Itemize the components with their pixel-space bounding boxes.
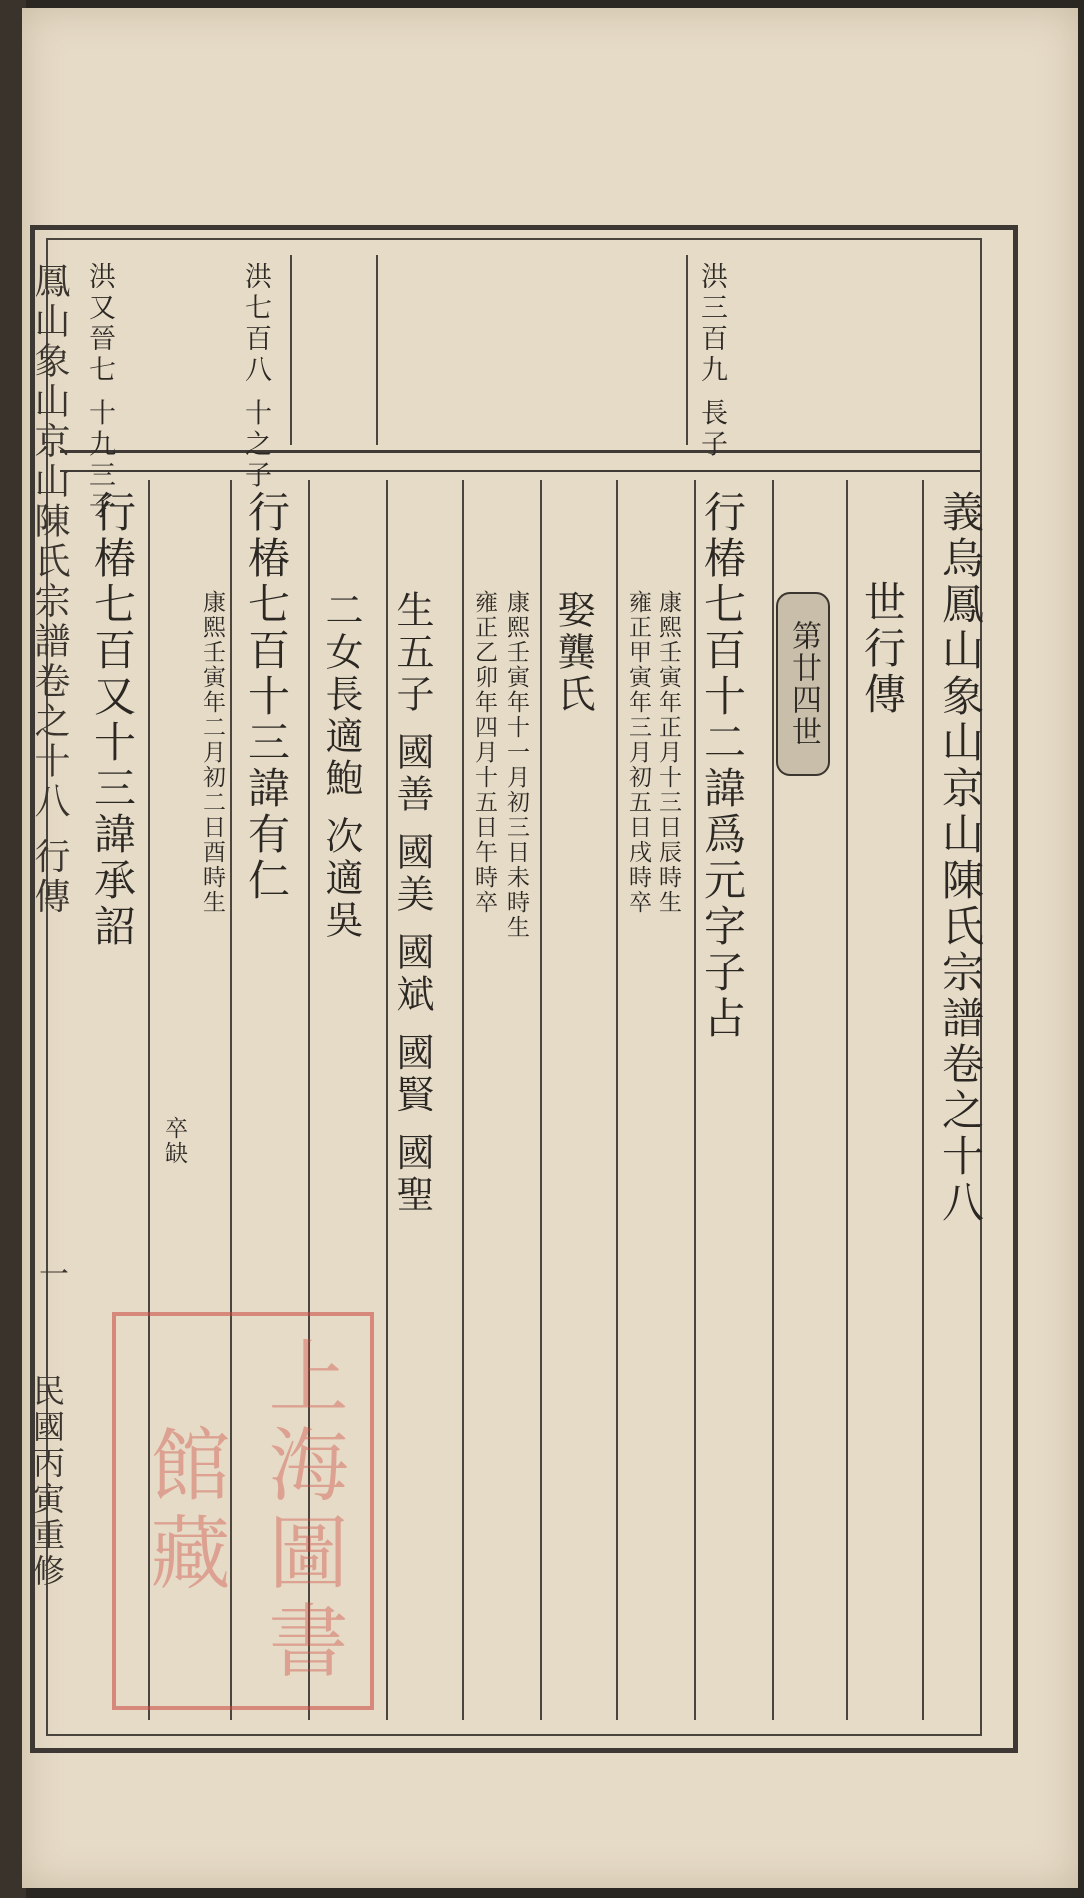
top-row-divider-2 bbox=[60, 470, 980, 472]
top-row-divider bbox=[60, 450, 980, 453]
top-entry-1: 洪三百九 長子 bbox=[696, 262, 727, 461]
top-row-column-line bbox=[290, 255, 292, 445]
spine-page-number: 一 bbox=[33, 1258, 68, 1292]
person-2-name: 行椿七百十三諱有仁 bbox=[242, 490, 291, 904]
column-line bbox=[846, 480, 848, 1720]
person-1-sons: 生五子 國善 國美 國斌 國賢 國聖 bbox=[390, 590, 434, 1217]
generation-badge: 第廿四世 bbox=[776, 592, 830, 776]
spine-footer: 民國丙寅重修 bbox=[28, 1374, 66, 1590]
person-1-name: 行椿七百十二諱爲元字子占 bbox=[698, 490, 747, 1042]
person-1-birth: 康熙壬寅年正月十三日辰時生 bbox=[655, 590, 681, 915]
column-line bbox=[462, 480, 464, 1720]
library-seal-text: 上海圖書館藏 bbox=[137, 1335, 348, 1687]
person-3-name: 行椿七百又十三諱承詔 bbox=[88, 490, 137, 950]
top-entry-2: 洪七百八 十之子 bbox=[240, 262, 271, 492]
top-row-column-line bbox=[686, 255, 688, 445]
book-title: 義烏鳳山象山京山陳氏宗譜卷之十八 bbox=[936, 490, 985, 1226]
person-1-death: 雍正甲寅年三月初五日戌時卒 bbox=[625, 590, 651, 915]
person-1-wife: 娶龔氏 bbox=[551, 590, 595, 716]
column-line bbox=[386, 480, 388, 1720]
top-row-column-line bbox=[376, 255, 378, 445]
top-entry-3: 洪又晉七 十九三子 bbox=[84, 262, 115, 523]
column-line bbox=[772, 480, 774, 1720]
column-line bbox=[922, 480, 924, 1720]
section-title: 世行傳 bbox=[858, 580, 907, 718]
person-2-death: 卒缺 bbox=[161, 1116, 187, 1166]
spine-title: 鳳山象山京山陳氏宗譜卷之十八 行傳 bbox=[29, 262, 70, 918]
person-1-daughters: 二女長適鮑 次適吳 bbox=[319, 590, 363, 943]
column-line bbox=[616, 480, 618, 1720]
person-1-wife-birth: 康熙壬寅年十一月初三日未時生 bbox=[503, 590, 529, 940]
column-line bbox=[540, 480, 542, 1720]
person-1-wife-death: 雍正乙卯年四月十五日午時卒 bbox=[471, 590, 497, 915]
person-2-birth: 康熙壬寅年二月初二日酉時生 bbox=[199, 590, 225, 915]
library-seal-stamp bbox=[112, 1312, 374, 1710]
